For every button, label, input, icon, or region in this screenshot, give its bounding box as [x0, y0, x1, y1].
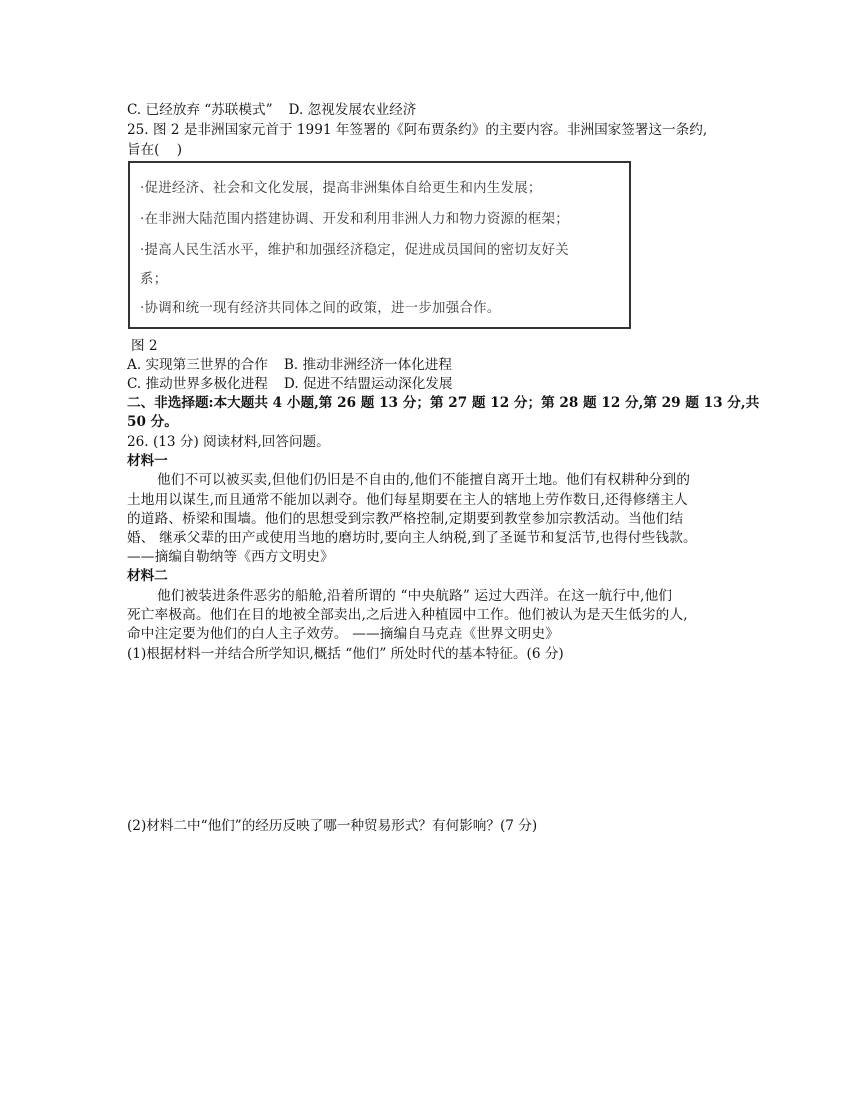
material1-line: 他们不可以被买卖,但他们仍旧是不自由的,他们不能擅自离开土地。他们有权耕种分到的 — [157, 472, 691, 488]
figure-line: ·促进经济、社会和文化发展，提高非洲集体自给更生和内生发展； — [140, 181, 542, 196]
q25-option-d: D. 促进不结盟运动深化发展 — [283, 376, 453, 392]
q25-option-b: B. 推动非洲经济一体化进程 — [283, 357, 452, 373]
q26-stem: 26. (13 分) 阅读材料,回答问题。 — [127, 434, 330, 450]
q26-sub-question-2: (2)材料二中“他们”的经历反映了哪一种贸易形式？有何影响？(7 分) — [127, 818, 538, 834]
q25-options-cd — [127, 375, 453, 394]
q24-option-d: D. 忽视发展农业经济 — [288, 102, 417, 118]
q24-options-cd — [127, 101, 416, 120]
q25-options-ab — [127, 356, 452, 375]
material1-source: ——摘编自勒纳等《西方文明史》 — [127, 549, 334, 565]
q25-stem-line1: 25. 图 2 是非洲国家元首于 1991 年签署的《阿布贾条约》的主要内容。非洲国家签署这一条约, — [127, 122, 708, 138]
q26-sub-question-1: (1)根据材料一并结合所学知识,概括 “他们” 所处时代的基本特征。(6 分) — [127, 646, 564, 662]
q25-option-c: C. 推动世界多极化进程 — [127, 376, 268, 392]
material2-line: 他们被装进条件恶劣的船舱,沿着所谓的 “中央航路” 运过大西洋。在这一航行中,他们 — [157, 588, 673, 604]
q25-option-a: A. 实现第三世界的合作 — [127, 357, 268, 373]
figure-2-box — [128, 161, 631, 329]
material1-line: 土地用以谋生,而且通常不能加以剥夺。他们每星期要在主人的辖地上劳作数日,还得修缮主人 — [127, 492, 688, 508]
material2-line: 死亡率极高。他们在目的地被全部卖出,之后进入种植园中工作。他们被认为是天生低劣的人, — [127, 607, 688, 623]
q25-stem-line2: 旨在( ) — [127, 142, 183, 158]
material1-line: 的道路、桥梁和围墙。他们的思想受到宗教严格控制,定期要到教堂参加宗教活动。当他们结 — [127, 511, 684, 527]
material2-line: 命中注定要为他们的白人主子效劳。 ——摘编自马克垚《世界文明史》 — [127, 626, 560, 642]
material1-title: 材料一 — [127, 453, 168, 469]
material1-line: 婚、 继承父辈的田产或使用当地的磨坊时,要向主人纳税,到了圣诞节和复活节,也得付些钱款。 — [127, 530, 697, 546]
figure-line: ·提高人民生活水平，维护和加强经济稳定，促进成员国间的密切友好关 — [140, 243, 569, 258]
section2-heading-line2: 50 分。 — [127, 414, 178, 430]
figure-line: ·协调和统一现有经济共同体之间的政策，进一步加强合作。 — [140, 301, 501, 316]
material2-title: 材料二 — [127, 568, 168, 584]
section2-heading-line1: 二、非选择题:本大题共 4 小题,第 26 题 13 分；第 27 题 12 分；第 28 题 12 分,第 29 题 13 分,共 — [127, 395, 760, 411]
q24-option-c: C. 已经放弃 “苏联模式” — [127, 102, 273, 118]
figure-line: 系； — [140, 272, 168, 287]
figure-line: ·在非洲大陆范围内搭建协调、开发和利用非洲人力和物力资源的框架； — [140, 212, 569, 227]
figure-caption: 图 2 — [131, 338, 158, 354]
